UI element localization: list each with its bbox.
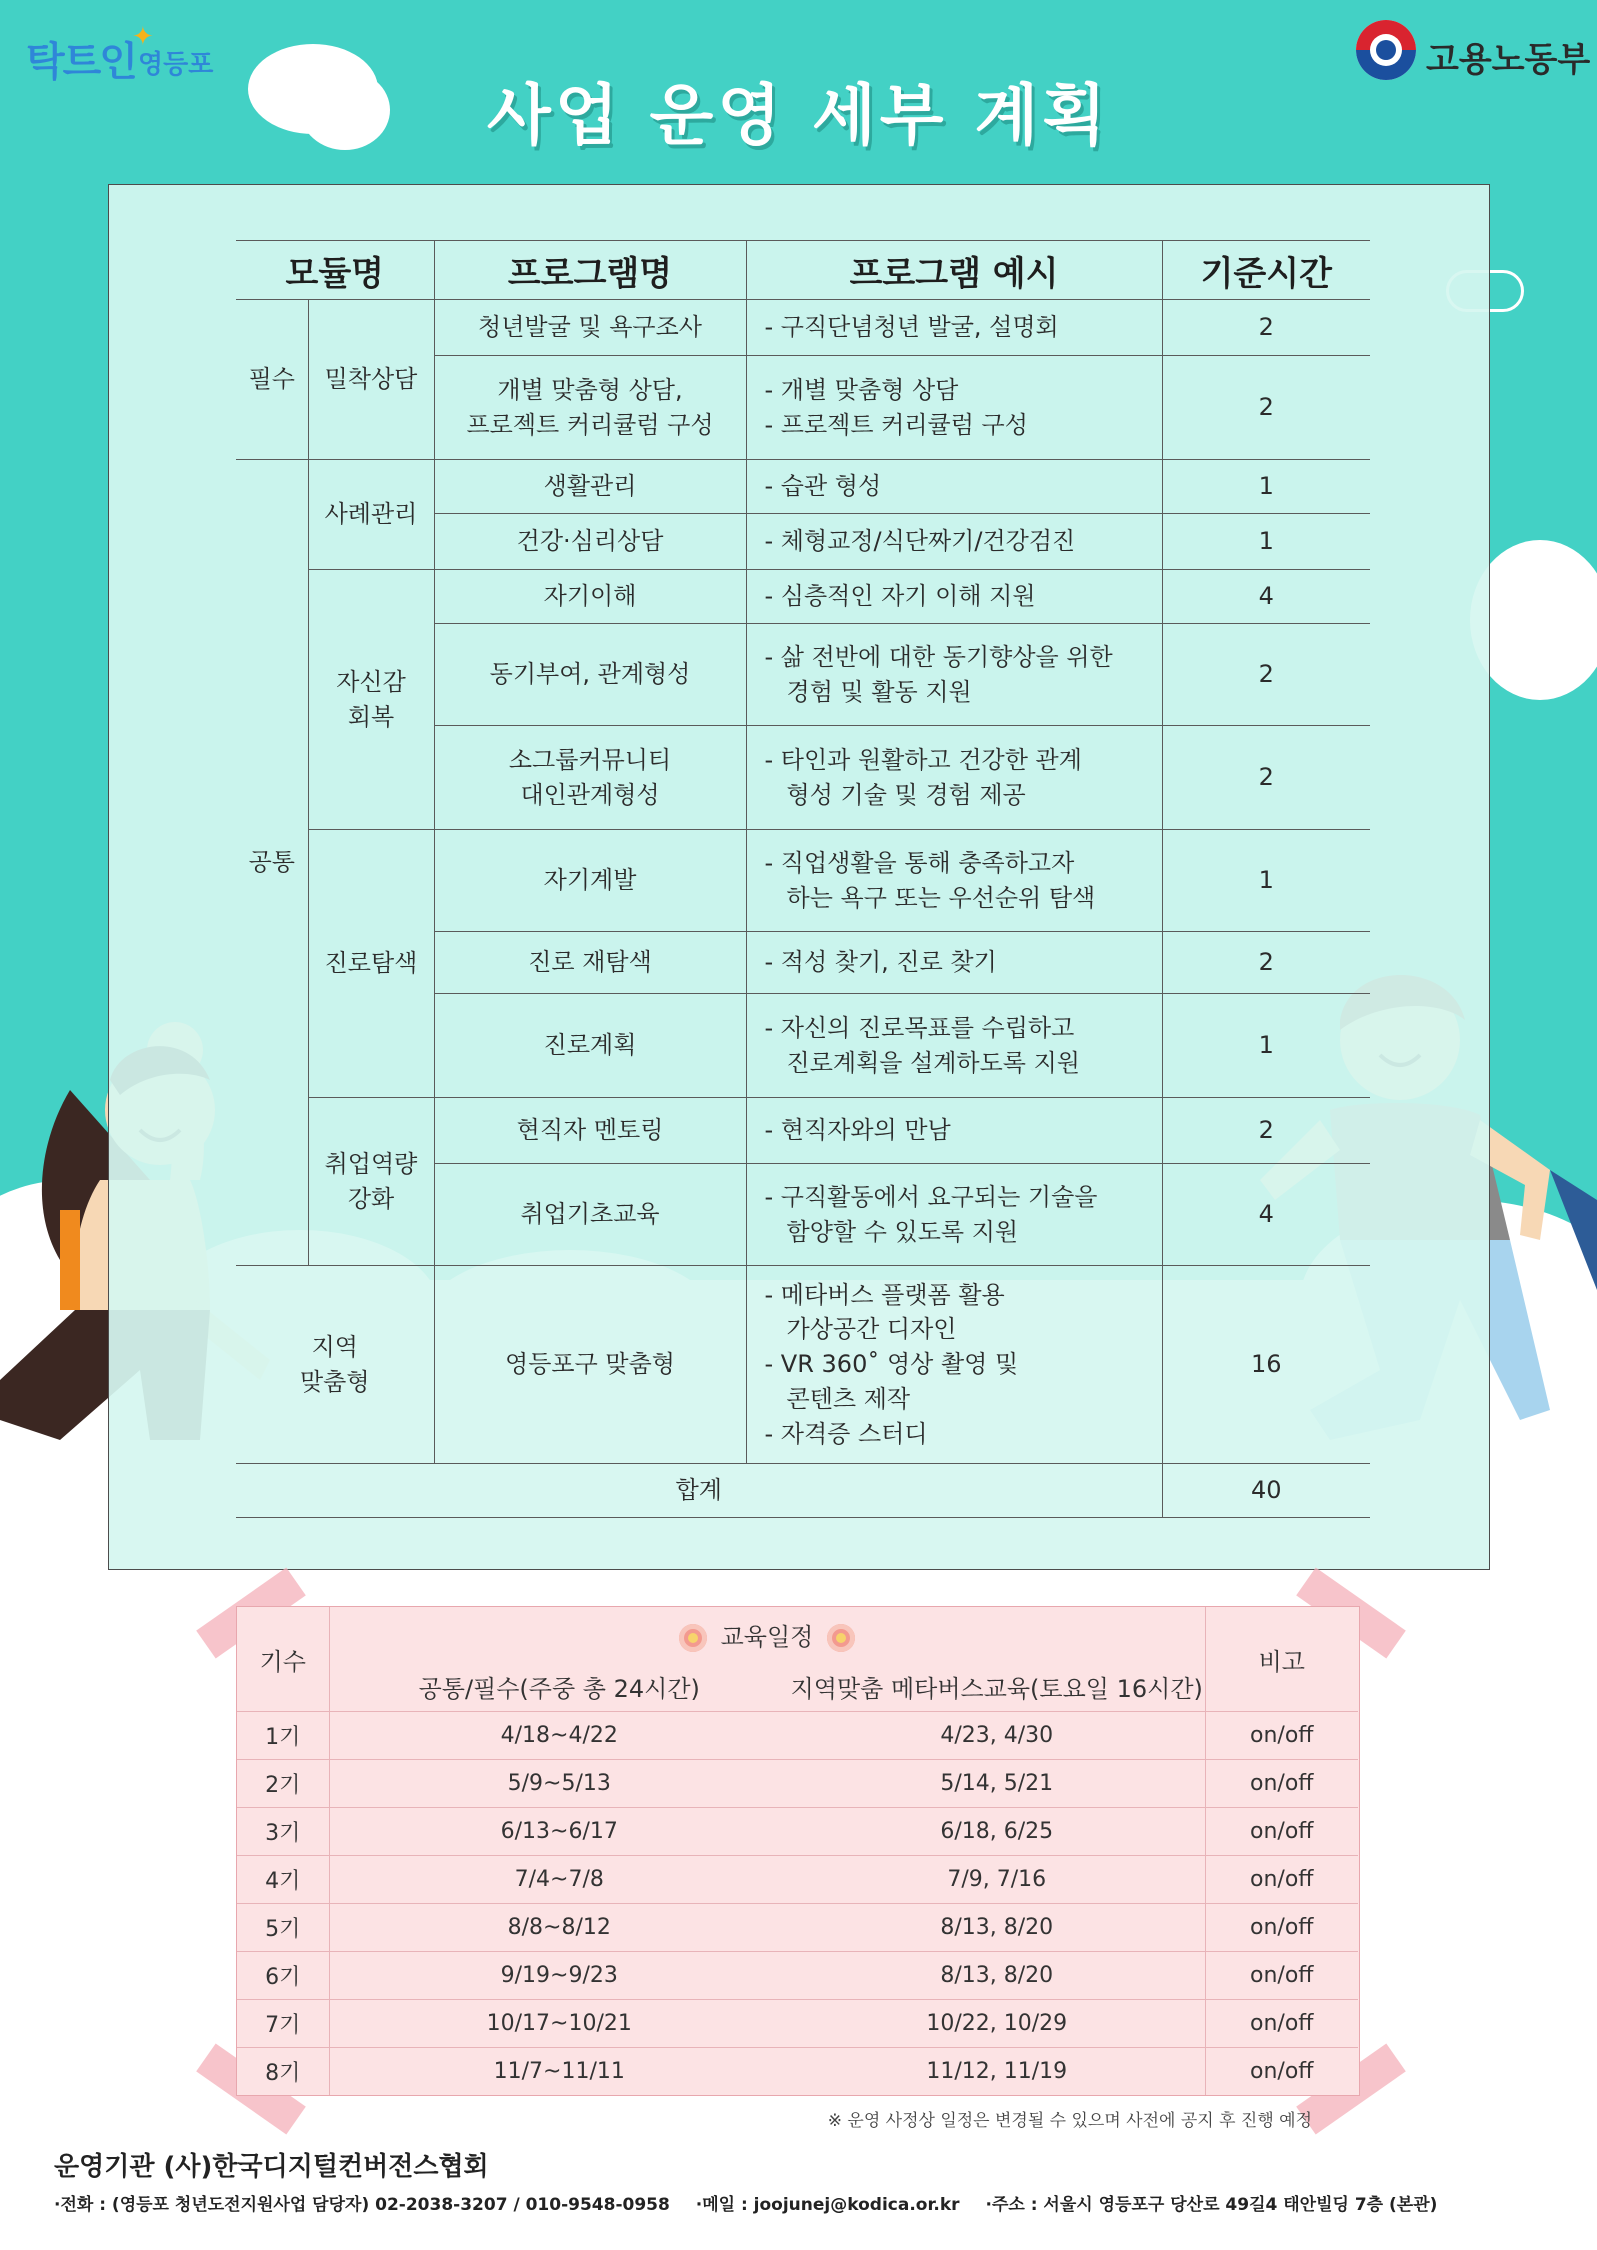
local-cell: 8/13, 8/20 [789, 1952, 1205, 2000]
hours-cell: 4 [1162, 1164, 1370, 1266]
program-cell: 진로계획 [434, 994, 746, 1098]
note-cell: on/off [1205, 1856, 1358, 1904]
round-cell: 2기 [237, 1760, 329, 1808]
example-cell [746, 300, 1162, 356]
example-line: - 개별 맞춤형 상담 [764, 375, 959, 404]
hours-cell: 16 [1162, 1266, 1370, 1464]
program-cell: 자기계발 [434, 830, 746, 932]
round-cell: 5기 [237, 1904, 329, 1952]
example-line: - 메타버스 플랫폼 활용 [764, 1280, 1005, 1309]
example-line: - 자격증 스터디 [764, 1419, 928, 1448]
example-cell [746, 356, 1162, 460]
logo-main-text: 탁트인 [26, 39, 136, 85]
table-row [236, 570, 1370, 624]
program-cell: 취업기초교육 [434, 1164, 746, 1266]
common-cell: 4/18~4/22 [329, 1712, 789, 1760]
program-line: 대인관계형성 [520, 780, 660, 809]
example-line: - 삶 전반에 대한 동기향상을 위한 [764, 642, 1113, 671]
program-cell: 진로 재탐색 [434, 932, 746, 994]
header-examples: 프로그램 예시 [746, 241, 1162, 300]
schedule-subheader-row [237, 1661, 1358, 1712]
round-cell: 1기 [237, 1712, 329, 1760]
program-line: 소그룹커뮤니티 [508, 745, 672, 774]
header-round: 기수 [237, 1607, 329, 1712]
module-cell: 필수 [236, 300, 308, 460]
round-cell: 7기 [237, 2000, 329, 2048]
flower-icon [827, 1624, 855, 1652]
module-line: 지역 [311, 1332, 358, 1361]
table-row [237, 1712, 1358, 1760]
submodule-cell: 사례관리 [308, 460, 434, 570]
round-cell: 4기 [237, 1856, 329, 1904]
round-cell: 6기 [237, 1952, 329, 2000]
module-line: 맞춤형 [299, 1367, 370, 1396]
example-line: - 프로젝트 커리큘럼 구성 [764, 410, 1028, 439]
example-line: - 체형교정/식단짜기/건강검진 [764, 527, 1076, 556]
program-cell [434, 726, 746, 830]
example-cell [746, 570, 1162, 624]
table-row [237, 2048, 1358, 2096]
hours-cell: 1 [1162, 830, 1370, 932]
table-row [236, 460, 1370, 514]
round-cell: 8기 [265, 2061, 301, 2086]
example-line: - 습관 형성 [764, 472, 882, 501]
example-cell [746, 726, 1162, 830]
table-row [237, 1904, 1358, 1952]
module-cell: 공통 [236, 460, 308, 1266]
local-cell: 5/14, 5/21 [789, 1760, 1205, 1808]
program-table-header [236, 241, 1370, 300]
common-cell: 8/8~8/12 [329, 1904, 789, 1952]
example-line: 하는 욕구 또는 우선순위 탐색 [786, 883, 1096, 912]
table-row [236, 300, 1370, 356]
header-module: 모듈명 [236, 241, 434, 300]
example-cell [746, 932, 1162, 994]
hours-cell: 1 [1162, 994, 1370, 1098]
note-cell: on/off [1205, 2048, 1358, 2096]
local-cell: 8/13, 8/20 [789, 1904, 1205, 1952]
contact-email: ·메일 : joojunej@kodica.or.kr [695, 2195, 960, 2215]
round-cell: 3기 [237, 1808, 329, 1856]
program-cell: 현직자 멘토링 [434, 1098, 746, 1164]
program-cell: 청년발굴 및 욕구조사 [434, 300, 746, 356]
contact-address: ·주소 : 서울시 영등포구 당산로 49길4 태안빌딩 7층 (본관) [985, 2195, 1438, 2215]
local-cell: 6/18, 6/25 [789, 1808, 1205, 1856]
example-cell [746, 1266, 1162, 1464]
schedule-note: ※ 운영 사정상 일정은 변경될 수 있으며 사전에 공지 후 진행 예정 [827, 2111, 1312, 2131]
common-cell: 5/9~5/13 [329, 1760, 789, 1808]
hours-cell: 2 [1162, 624, 1370, 726]
program-cell: 영등포구 맞춤형 [434, 1266, 746, 1464]
program-line: 프로젝트 커리큘럼 구성 [466, 410, 714, 439]
program-cell: 생활관리 [434, 460, 746, 514]
local-cell: 10/22, 10/29 [789, 2000, 1205, 2048]
operating-org: 운영기관 (사)한국디지털컨버전스협회 [54, 2152, 489, 2182]
example-line: 콘텐츠 제작 [786, 1384, 911, 1413]
schedule-header-row [237, 1607, 1358, 1661]
total-label: 합계 [236, 1464, 1162, 1518]
sparkle-icon: ✦ [132, 22, 154, 52]
example-cell [746, 830, 1162, 932]
hours-cell: 2 [1162, 726, 1370, 830]
example-line: 진로계획을 설계하도록 지원 [786, 1048, 1080, 1077]
program-cell: 자기이해 [434, 570, 746, 624]
table-row [237, 1808, 1358, 1856]
program-line: 개별 맞춤형 상담, [497, 375, 683, 404]
submodule-line: 취업역량 [324, 1149, 418, 1178]
example-line: - 구직단념청년 발굴, 설명회 [764, 313, 1059, 342]
header-program: 프로그램명 [434, 241, 746, 300]
submodule-cell: 진로탐색 [308, 830, 434, 1098]
common-cell: 11/7~11/11 [329, 2048, 789, 2096]
page-title: 사업 운영 세부 계획 [487, 77, 1110, 154]
logo-sub-text: 영등포 [138, 50, 214, 80]
common-cell: 7/4~7/8 [329, 1856, 789, 1904]
submodule-line: 자신감 [336, 667, 406, 696]
program-cell [434, 356, 746, 460]
hours-cell: 2 [1162, 356, 1370, 460]
ministry-name: 고용노동부 [1426, 40, 1591, 80]
contact-info [54, 2190, 1574, 2215]
program-cell: 동기부여, 관계형성 [434, 624, 746, 726]
note-cell: on/off [1205, 2000, 1358, 2048]
hours-cell: 4 [1162, 570, 1370, 624]
local-cell: 11/12, 11/19 [926, 2059, 1068, 2084]
example-line: 경험 및 활동 지원 [786, 677, 972, 706]
note-cell: on/off [1205, 1760, 1358, 1808]
hours-cell: 2 [1162, 300, 1370, 356]
table-row [236, 830, 1370, 932]
common-cell: 6/13~6/17 [329, 1808, 789, 1856]
submodule-cell [308, 570, 434, 830]
submodule-cell: 밀착상담 [308, 300, 434, 460]
hours-cell: 2 [1162, 932, 1370, 994]
submodule-line: 강화 [347, 1184, 395, 1213]
contact-phone: ·전화 : (영등포 청년도전지원사업 담당자) 02-2038-3207 / 010-9548-0958 [54, 2195, 670, 2215]
example-line: - 타인과 원활하고 건강한 관계 [764, 745, 1082, 774]
example-line: - 심층적인 자기 이해 지원 [764, 582, 1036, 611]
total-row [236, 1464, 1370, 1518]
example-line: - 직업생활을 통해 충족하고자 [764, 848, 1075, 877]
example-line: - VR 360˚ 영상 촬영 및 [764, 1350, 1019, 1379]
local-cell: 4/23, 4/30 [789, 1712, 1205, 1760]
table-row [236, 1098, 1370, 1164]
note-cell: on/off [1205, 1904, 1358, 1952]
hours-cell: 1 [1162, 514, 1370, 570]
submodule-cell [308, 1098, 434, 1266]
header-common: 공통/필수(주중 총 24시간) [329, 1661, 789, 1712]
total-hours: 40 [1162, 1464, 1370, 1518]
header-schedule-group [329, 1607, 1205, 1661]
example-cell [746, 994, 1162, 1098]
local-cell: 7/9, 7/16 [789, 1856, 1205, 1904]
note-cell: on/off [1205, 1712, 1358, 1760]
table-row [237, 2000, 1358, 2048]
common-cell: 9/19~9/23 [329, 1952, 789, 2000]
hours-cell: 1 [1162, 460, 1370, 514]
header-hours: 기준시간 [1162, 241, 1370, 300]
schedule-table [237, 1607, 1358, 2095]
header-note: 비고 [1205, 1607, 1358, 1712]
note-cell: on/off [1205, 1952, 1358, 2000]
example-line: - 구직활동에서 요구되는 기술을 [764, 1182, 1098, 1211]
example-line: - 적성 찾기, 진로 찾기 [764, 948, 997, 977]
schedule-box [236, 1606, 1360, 2096]
submodule-line: 회복 [347, 702, 395, 731]
example-cell [746, 1098, 1162, 1164]
example-line: 형성 기술 및 경험 제공 [786, 780, 1026, 809]
program-cell: 건강·심리상담 [434, 514, 746, 570]
header-local: 지역맞춤 메타버스교육(토요일 16시간) [789, 1661, 1205, 1712]
table-row [237, 1760, 1358, 1808]
hours-cell: 2 [1162, 1098, 1370, 1164]
example-line: - 현직자와의 만남 [764, 1116, 951, 1145]
table-row [236, 1266, 1370, 1464]
example-cell [746, 624, 1162, 726]
example-cell [746, 514, 1162, 570]
program-table [236, 240, 1370, 1518]
note-cell: on/off [1205, 1808, 1358, 1856]
example-cell [746, 460, 1162, 514]
module-cell [236, 1266, 434, 1464]
table-row [237, 1952, 1358, 2000]
example-cell [746, 1164, 1162, 1266]
table-row [237, 1856, 1358, 1904]
example-line: - 자신의 진로목표를 수립하고 [764, 1013, 1075, 1042]
schedule-group-label: 교육일정 [720, 1622, 814, 1651]
common-cell: 10/17~10/21 [329, 2000, 789, 2048]
example-line: 함양할 수 있도록 지원 [786, 1217, 1019, 1246]
example-line: 가상공간 디자인 [786, 1315, 957, 1344]
flower-icon [679, 1624, 707, 1652]
